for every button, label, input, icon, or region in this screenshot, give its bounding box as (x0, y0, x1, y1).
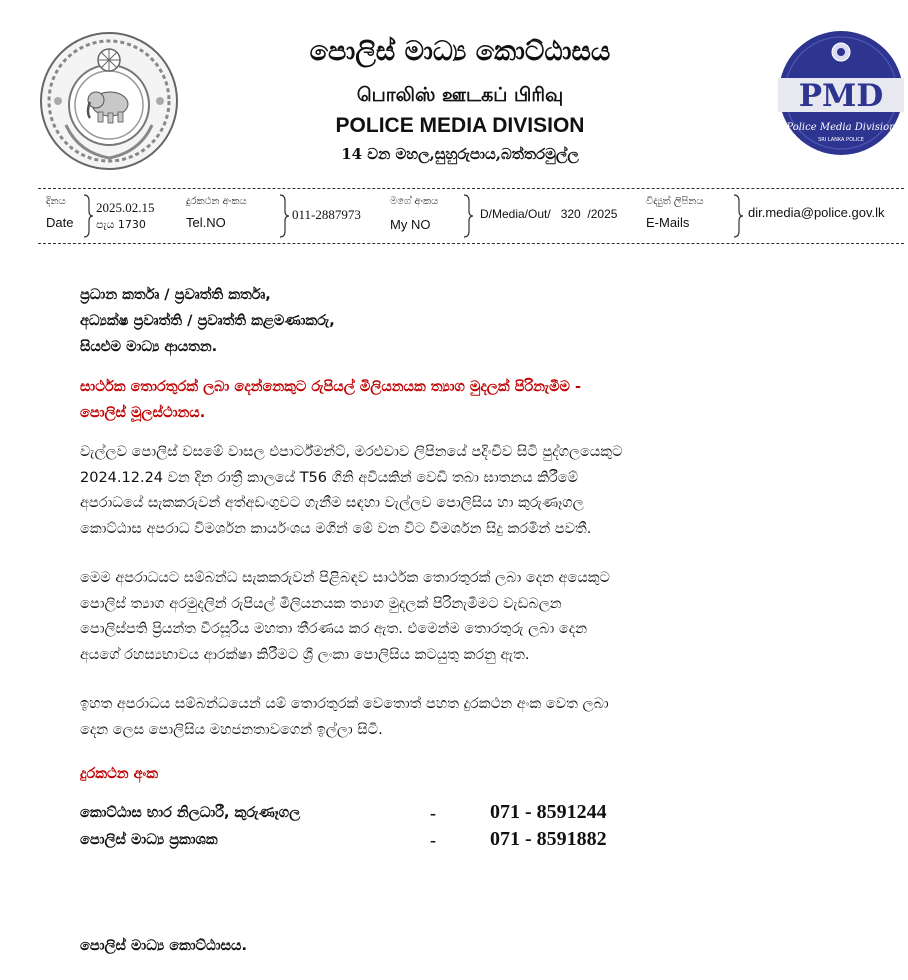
header-address: 14 වන මහල,සුහුරුපාය,බත්තරමුල්ල (341, 145, 579, 163)
paragraph-line: කොට්ඨාස අපරාධ විමර්ශන කාර්යංශය මගින් මේ වන විට විමර්ශන සිදු කරමින් පවතී. (80, 520, 592, 537)
header-title-sinhala: පොලිස් මාධ්‍ය කොට්ඨාසය (309, 36, 611, 67)
contact-phone: 071 - 8591244 (490, 801, 607, 823)
contact-dash: - (430, 830, 436, 850)
addressee-line: අධ්‍යක්ෂ ප්‍රවෘත්ති / ප්‍රවෘත්ති කළමණාකරු, (80, 313, 335, 329)
email-value: dir.media@police.gov.lk (748, 205, 885, 220)
myno-value: D/Media/Out/ 320 /2025 (480, 207, 618, 221)
brace-icon (82, 193, 94, 239)
date-value: 2025.02.15 (96, 200, 155, 215)
contact-phone: 071 - 8591882 (490, 828, 607, 850)
tel-label-english: Tel.NO (186, 215, 226, 230)
email-label-sinhala: විද්‍යුත් ලිපිනය (646, 196, 704, 207)
contact-name: කොට්ඨාස භාර නිලධාරී, කුරුණෑගල (80, 805, 301, 821)
paragraph-line: මෙම අපරාධයට සම්බන්ධ සැකකරුවන් පිළිබඳව සාර්ථක තොරතුරක් ලබා දෙන අයෙකුට (80, 570, 610, 586)
brace-icon (462, 193, 474, 239)
email-label-english: E-Mails (646, 215, 690, 230)
paragraph-line: වැල්ලව පොලිස් වසමේ වාසල එපාර්ට්මන්ට්, මරළුවාව ලිපිනයේ පදිංචිව සිටි පුද්ගලයෙකුට (80, 444, 623, 460)
header-title-english: POLICE MEDIA DIVISION (335, 114, 585, 137)
contacts-heading: දුරකථන අංක (80, 766, 158, 782)
paragraph-line: පොලිස් ත්‍යාග අරමුදලින් රුපියල් මිලියනයක ත්‍යාග මුදලක් පිරිනැමීමට වැඩබලන (80, 595, 562, 612)
paragraph-line: අපරාධයේ සැකකරුවන් අත්අඩංගුවට ගැනීම සඳහා වැල්ලව පොලිසිය හා කුරුණෑගල (80, 495, 584, 511)
paragraph-line: 2024.12.24 වන දින රාත්‍රී කාලයේ T56 ගිනි අවියකින් වෙඩි තබා ඝාතනය කිරීමේ (80, 469, 579, 486)
contact-dash: - (430, 803, 436, 823)
paragraph-2 (80, 566, 840, 668)
subject-line: පොලිස් මූලස්ථානය. (80, 405, 206, 421)
info-bar (38, 188, 904, 244)
pmd-logo-small: SRI LANKA POLICE (818, 137, 864, 143)
brace-icon (278, 193, 290, 239)
police-crest-logo (38, 30, 180, 172)
brace-icon (732, 193, 744, 239)
tel-label-sinhala: දුරකථන අංකය (186, 196, 247, 207)
addressee-line: ප්‍රධාන කර්තෘ / ප්‍රවෘත්ති කර්තෘ, (80, 287, 271, 303)
paragraph-1 (80, 440, 840, 542)
paragraph-3 (80, 692, 840, 743)
myno-label-english: My NO (390, 217, 431, 232)
pmd-logo-text: PMD (798, 78, 884, 114)
myno-label-sinhala: මගේ අංකය (390, 196, 439, 207)
contact-name: පොලිස් මාධ්‍ය ප්‍රකාශක (80, 832, 218, 848)
paragraph-line: දෙන ලෙස පොලිසිය මහජනතාවගෙන් ඉල්ලා සිටී. (80, 721, 383, 738)
paragraph-line: අයගේ රහස්‍යභාවය ආරක්ෂා කිරීමට ශ්‍රී ලංකා පොලිසිය කටයුතු කරනු ඇත. (80, 646, 530, 663)
pmd-logo-subtitle: Police Media Division (786, 122, 896, 133)
header-title-tamil: பொலிஸ் ஊடகப் பிரிவு (356, 84, 564, 106)
paragraph-line: ඉහත අපරාධය සම්බන්ධයෙන් යම් තොරතුරක් වෙතොත් පහත දුරකථන අංක වෙත ලබා (80, 696, 609, 712)
time-value: පැය 1730 (96, 218, 146, 231)
date-label-sinhala: දිනය (46, 196, 66, 207)
subject-line: සාර්ථක තොරතුරක් ලබා දෙන්නෙකුට රුපියල් මිලියනයක ත්‍යාග මුදලක් පිරිනැමීම - (80, 379, 581, 395)
paragraph-line: පොලිස්පති ප්‍රියන්ත වීරසූරිය මහතා තීරණය කර ඇත. එමෙන්ම තොරතුරු ලබා දෙන (80, 621, 588, 637)
signature: පොලිස් මාධ්‍ය කොට්ඨාසය. (80, 938, 247, 954)
pmd-logo (778, 30, 904, 156)
tel-value: 011-2887973 (292, 207, 361, 222)
date-label-english: Date (46, 215, 74, 230)
addressee-line: සියළුම මාධ්‍ය ආයතන. (80, 339, 218, 355)
